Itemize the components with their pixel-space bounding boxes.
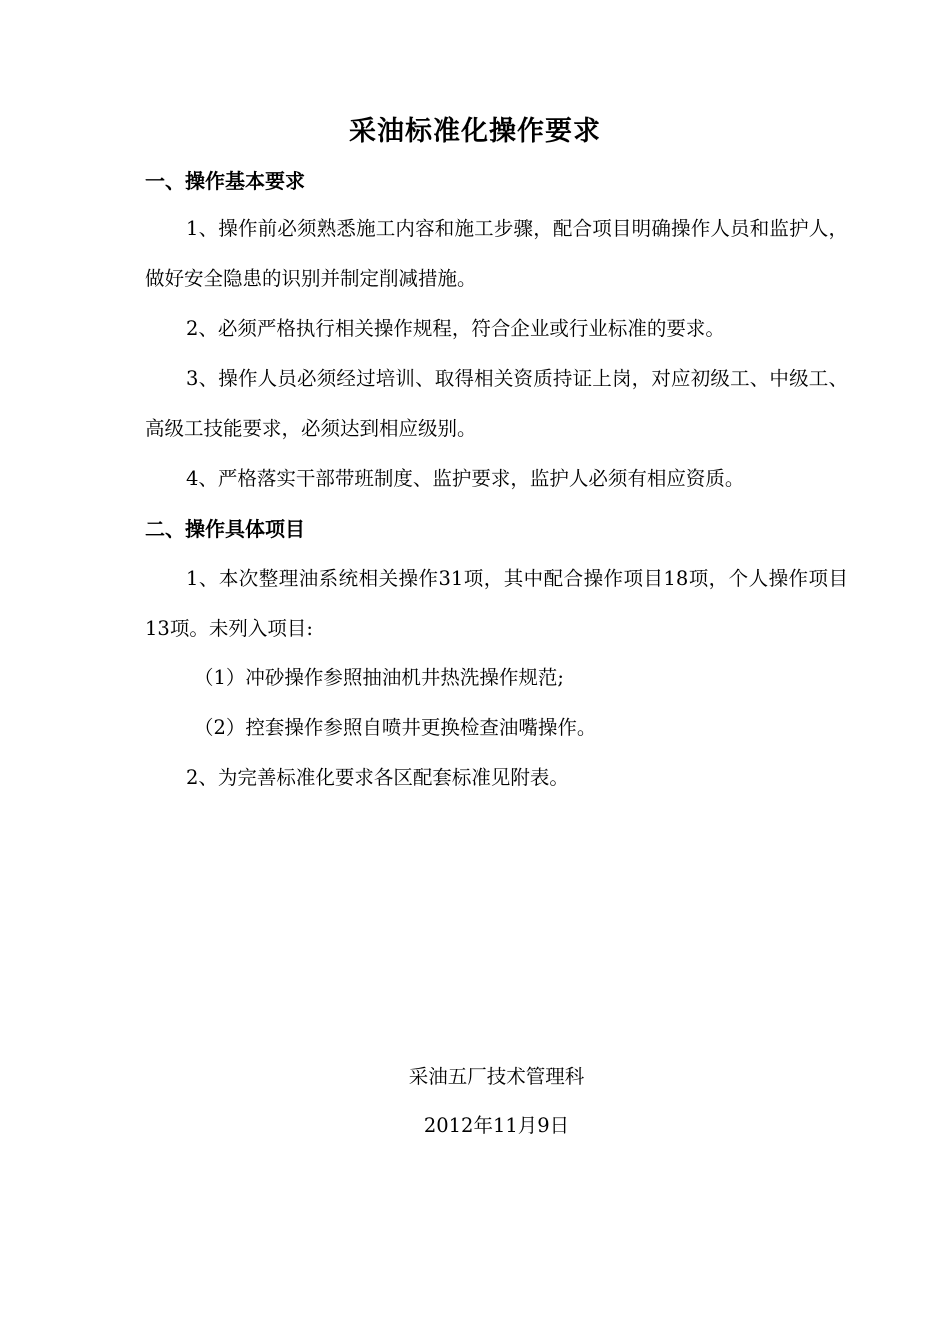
- sub-item-sand-washing: （1）冲砂操作参照抽油机井热洗操作规范;: [194, 666, 564, 689]
- paragraph-item-appendix: 2、为完善标准化要求各区配套标准见附表。: [186, 766, 569, 789]
- paragraph-item-2: 2、必须严格执行相关操作规程，符合企业或行业标准的要求。: [186, 317, 725, 340]
- paragraph-item-4: 4、严格落实干部带班制度、监护要求，监护人必须有相应资质。: [186, 467, 745, 490]
- paragraph-item-1: 1、操作前必须熟悉施工内容和施工步骤，配合项目明确操作人员和监护人，做好安全隐患的识别并制定削减措施。: [145, 217, 848, 290]
- sub-item-casing-control: （2）控套操作参照自喷井更换检查油嘴操作。: [194, 716, 597, 739]
- footer-organization: 采油五厂技术管理科: [408, 1065, 585, 1088]
- paragraph-item-scope: 1、本次整理油系统相关操作31项，其中配合操作项目18项，个人操作项目13项。未列入项目:: [145, 567, 848, 640]
- section-heading-basic-requirements: 一、操作基本要求: [145, 169, 305, 193]
- footer-date: 2012年11月9日: [423, 1114, 570, 1137]
- paragraph-item-3: 3、操作人员必须经过培训、取得相关资质持证上岗，对应初级工、中级工、高级工技能要求，必须达到相应级别。: [145, 367, 848, 440]
- document-title: 采油标准化操作要求: [349, 116, 601, 147]
- section-heading-specific-items: 二、操作具体项目: [145, 517, 305, 541]
